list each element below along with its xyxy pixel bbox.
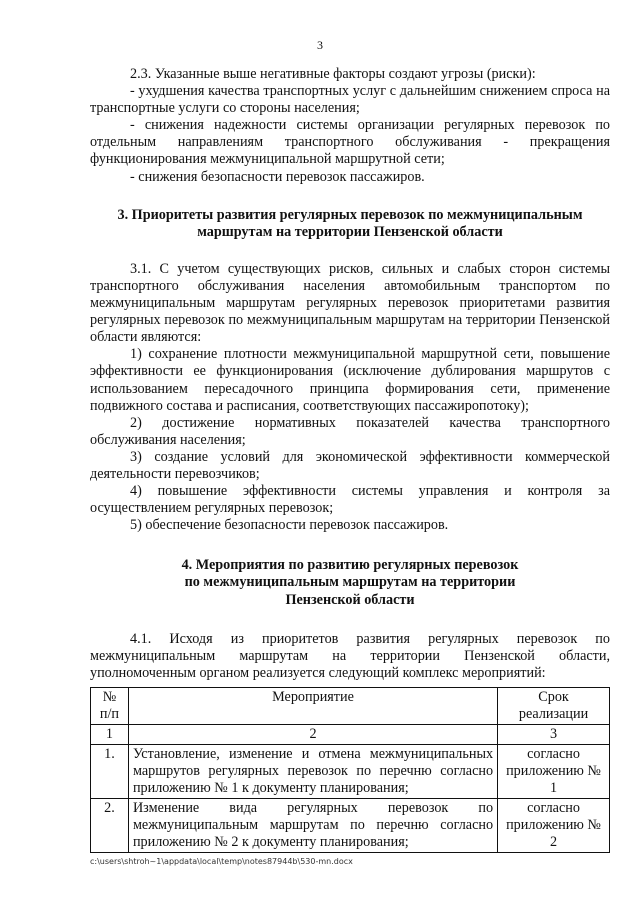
section-3-title-line2: маршрутам на территории Пензенской области [197, 223, 503, 240]
section-4-heading [90, 557, 610, 608]
section-3-title-line1: 3. Приоритеты развития регулярных перевозок по межмуниципальным [117, 206, 583, 223]
index-cell: 2 [128, 724, 497, 744]
section-4-title-line2: по межмуниципальным маршрутам на территории [184, 574, 516, 591]
row-measure: Изменение вида регулярных перевозок по межмуниципальным маршрутам по перечню согласно приложению № 2 к документу планирования; [128, 798, 497, 852]
row-measure: Установление, изменение и отмена межмуниципальных маршрутов регулярных перевозок по перечню согласно приложению № 1 к документу планирования; [128, 744, 497, 798]
priority-item-4: 4) повышение эффективности системы управления и контроля за осуществлением регулярных перевозок; [90, 483, 610, 517]
risk-item-2: - снижения надежности системы организации регулярных перевозок по отдельным направлениям транспортного обслуживания - прекращения функционирования межмуниципальной маршрутной сети; [90, 117, 610, 168]
row-term-line2: приложению № 2 [506, 816, 601, 850]
table-header-row [91, 687, 610, 724]
row-num: 1. [91, 744, 129, 798]
risk-item-3: - снижения безопасности перевозок пассажиров. [130, 168, 425, 185]
measures-table [90, 687, 610, 853]
header-measure: Мероприятие [128, 687, 497, 724]
header-term-line1: Срок [538, 688, 569, 705]
paragraph-2-3: 2.3. Указанные выше негативные факторы создают угрозы (риски): [130, 66, 536, 82]
priority-item-5: 5) обеспечение безопасности перевозок пассажиров. [130, 517, 449, 534]
row-term-line2: приложению № 1 [506, 762, 601, 796]
row-term [498, 744, 610, 798]
priority-item-3: 3) создание условий для экономической эффективности коммерческой деятельности перевозчиков; [90, 448, 610, 482]
page-number: 3 [317, 38, 323, 52]
paragraph-3-1: 3.1. С учетом существующих рисков, сильных и слабых сторон системы транспортного обслуживания населения автомобильным транспортом по межмуниципальным маршрутам регулярных перевозок приоритетами развития регулярных перевозок по межмуниципальным маршрутам на территории Пензенской области являются: [90, 260, 610, 346]
row-term-line1: согласно [527, 799, 580, 816]
index-cell: 3 [498, 724, 610, 744]
row-num: 2. [91, 798, 129, 852]
section-4-title-line1: 4. Мероприятия по развитию регулярных перевозок [181, 557, 519, 574]
header-num-line1: № [102, 688, 117, 705]
header-num-line2: п/п [99, 705, 120, 722]
header-term [498, 687, 610, 724]
row-term-line1: согласно [527, 745, 580, 762]
header-term-line2: реализации [518, 705, 589, 722]
table-index-row [91, 724, 610, 744]
section-4-title-line3: Пензенской области [285, 591, 415, 608]
row-term [498, 798, 610, 852]
index-cell: 1 [91, 724, 129, 744]
header-num [91, 687, 129, 724]
priority-item-2: 2) достижение нормативных показателей качества транспортного обслуживания населения; [90, 414, 610, 448]
risk-item-1: - ухудшения качества транспортных услуг с дальнейшим снижением спроса на транспортные услуги со стороны населения; [90, 83, 610, 117]
table-row [91, 798, 610, 852]
section-3-heading [90, 207, 610, 241]
file-path-footer: c:\users\shtroh~1\appdata\local\temp\notes87944b\530-mn.docx [90, 857, 353, 866]
table-row [91, 744, 610, 798]
document-body [90, 66, 610, 853]
paragraph-4-1: 4.1. Исходя из приоритетов развития регулярных перевозок по межмуниципальным маршрутам на территории Пензенской области, уполномоченным органом реализуется следующий комплекс мероприятий: [90, 630, 610, 681]
priority-item-1: 1) сохранение плотности межмуниципальной маршрутной сети, повышение эффективности ее функционирования (исключение дублирования маршрутов с использованием пересадочного принципа формирования сети, применение подвижного состава и расписания, соответствующих пассажиропотоку); [90, 346, 610, 414]
